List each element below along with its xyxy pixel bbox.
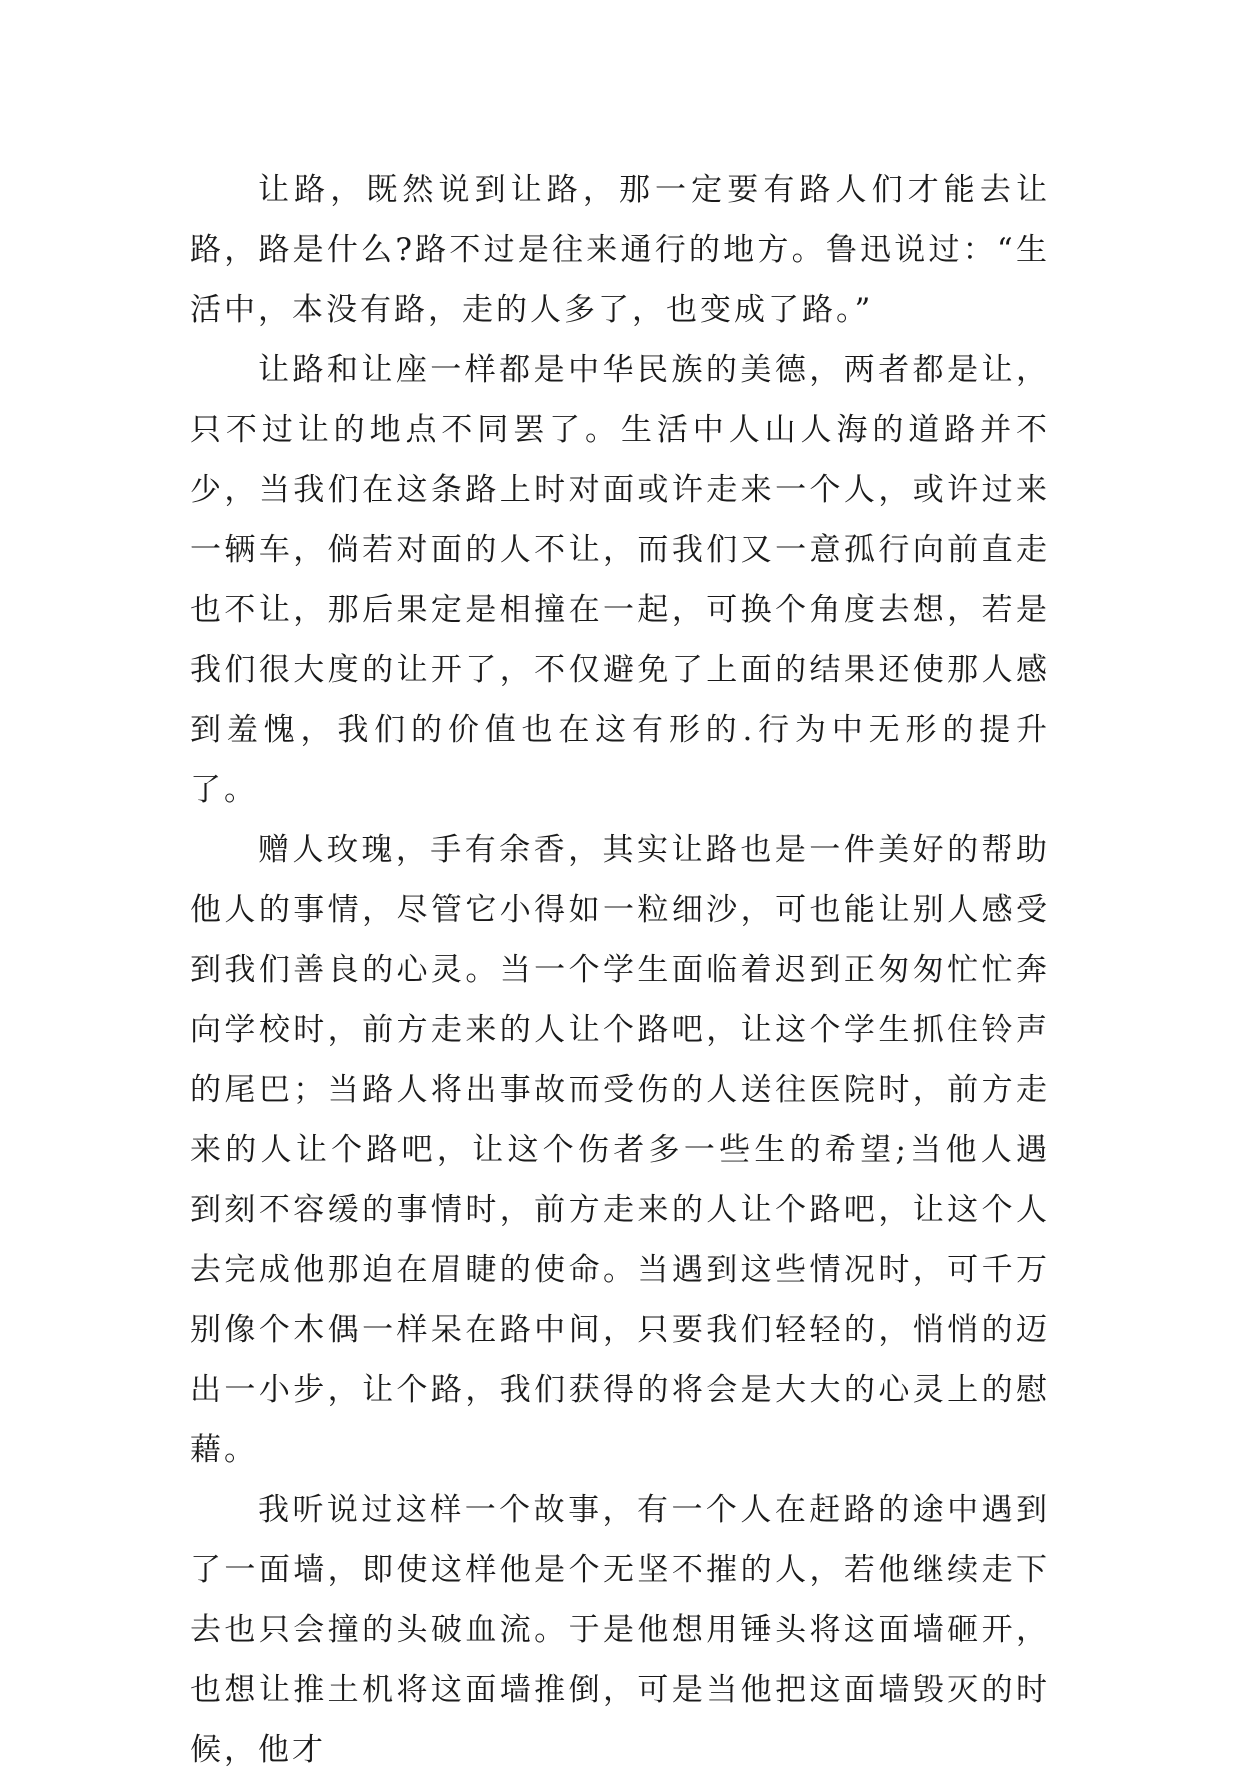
essay-body <box>190 160 1050 1780</box>
paragraph-2: 让路和让座一样都是中华民族的美德，两者都是让，只不过让的地点不同罢了。生活中人山人海的道路并不少，当我们在这条路上时对面或许走来一个人，或许过来一辆车，倘若对面的人不让，而我们又一意孤行向前直走也不让，那后果定是相撞在一起，可换个角度去想，若是我们很大度的让开了，不仅避免了上面的结果还使那人感到羞愧，我们的价值也在这有形的.行为中无形的提升了。 <box>190 352 1050 808</box>
paragraph-3: 赠人玫瑰，手有余香，其实让路也是一件美好的帮助他人的事情，尽管它小得如一粒细沙，可也能让别人感受到我们善良的心灵。当一个学生面临着迟到正匆匆忙忙奔向学校时，前方走来的人让个路吧，让这个学生抓住铃声的尾巴；当路人将出事故而受伤的人送往医院时，前方走来的人让个路吧，让这个伤者多一些生的希望;当他人遇到刻不容缓的事情时，前方走来的人让个路吧，让这个人去完成他那迫在眉睫的使命。当遇到这些情况时，可千万别像个木偶一样呆在路中间，只要我们轻轻的，悄悄的迈出一小步，让个路，我们获得的将会是大大的心灵上的慰藉。 <box>190 832 1050 1468</box>
paragraph-1: 让路，既然说到让路，那一定要有路人们才能去让路，路是什么?路不过是往来通行的地方。鲁迅说过：“生活中，本没有路，走的人多了，也变成了路。” <box>190 172 1050 328</box>
paragraph-4: 我听说过这样一个故事，有一个人在赶路的途中遇到了一面墙，即使这样他是个无坚不摧的人，若他继续走下去也只会撞的头破血流。于是他想用锤头将这面墙砸开，也想让推土机将这面墙推倒，可是当他把这面墙毁灭的时候，他才 <box>190 1492 1050 1768</box>
